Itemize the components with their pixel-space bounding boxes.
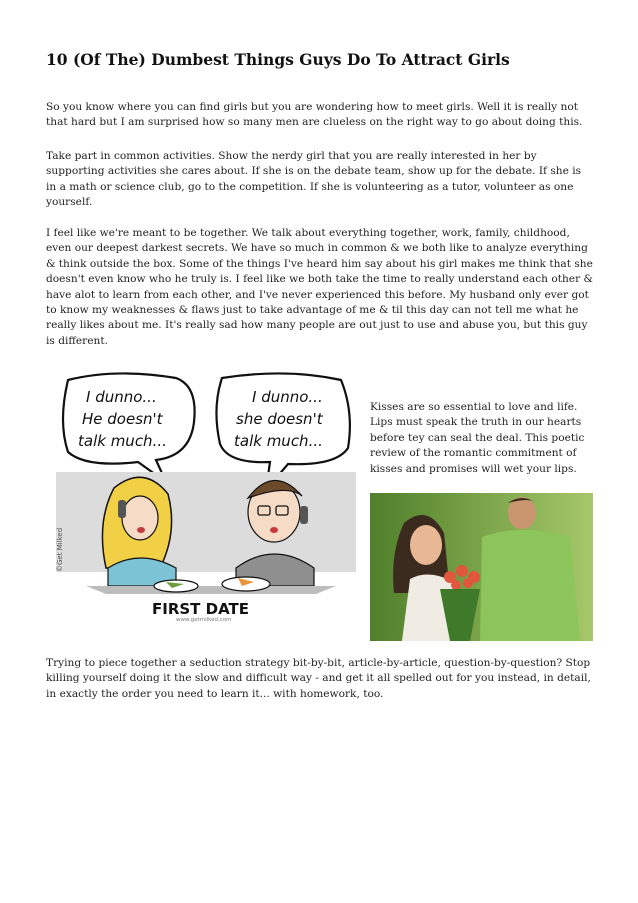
bubble-left-line-3: talk much... [78, 432, 167, 450]
couple-roses-photo [370, 493, 593, 641]
bubble-right-line-1: I dunno... [252, 388, 323, 406]
paragraph-together: I feel like we're meant to be together. We talk about everything together, work, family, childhood, even our deepest darkest secrets. We have so much in common & we both like to analyze everything & think outside the box. Some of the things I've heard him say about his girl makes me think that she doesn't even know who he truly is. I feel like we both take the time to really understand each other & have alot to learn from each other, and I've never experienced this before. My husband only ever got to know my weaknesses & flaws just to take advantage of me & til this day can not tell me what he really likes about me. It's really sad how many people are out just to use and abuse you, but this guy is different. [46, 227, 593, 347]
paragraph-activities: Take part in common activities. Show the nerdy girl that you are really interested in her by supporting activities she cares about. If she is on the debate team, show up for the debate. If she is in a math or science club, go to the competition. If she is volunteering as a tutor, volunteer as one yourself. [46, 150, 582, 209]
paragraph-intro: So you know where you can find girls but you are wondering how to meet girls. Well it is really not that hard but I am surprised how so many men are clueless on the right way to go about doing this. [46, 101, 583, 129]
cartoon-caption: FIRST DATE [152, 600, 250, 618]
page-title: 10 (Of The) Dumbest Things Guys Do To Attract Girls [46, 50, 510, 69]
side-text: Kisses are so essential to love and life. Lips must speak the truth in our hearts before tey can seal the deal. This poetic review of the romantic commitment of kisses and promises will wet your lips. [370, 401, 585, 475]
bubble-right-line-3: talk much... [234, 432, 323, 450]
first-date-cartoon [56, 372, 356, 622]
bubble-left-line-1: I dunno... [86, 388, 157, 406]
cartoon-signature: ©Get Milked [56, 527, 64, 572]
cartoon-url: www.getmilked.com [176, 617, 232, 622]
bubble-right-line-2: she doesn't [236, 410, 323, 428]
paragraph-closing: Trying to piece together a seduction strategy bit-by-bit, article-by-article, question-by-question? Stop killing yourself doing it the slow and difficult way - and get it all spelled out for you instead, in detail, in exactly the order you need to learn it... with homework, too. [46, 657, 591, 700]
girl-figure [102, 477, 176, 586]
bubble-left-line-2: He doesn't [82, 410, 163, 428]
